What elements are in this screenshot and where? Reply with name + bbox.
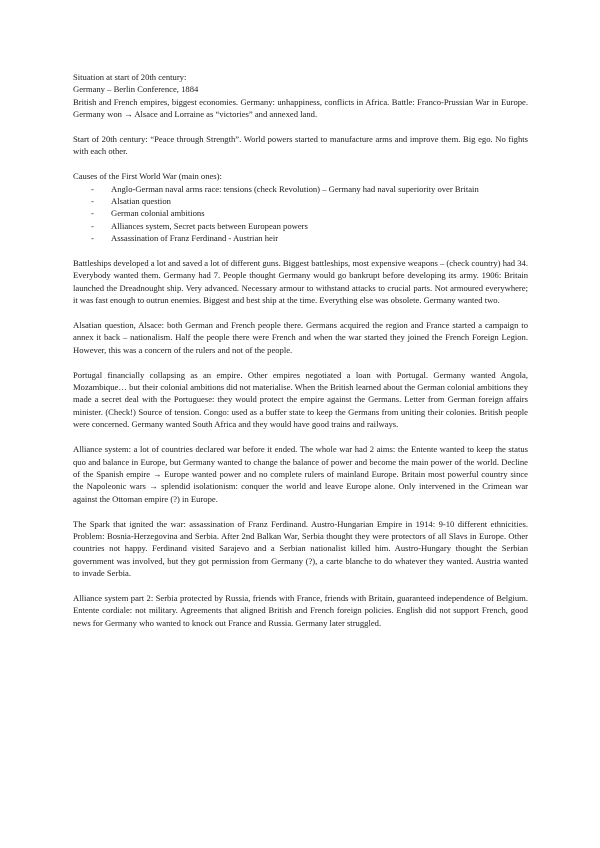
- list-item: - Alliances system, Secret pacts between European powers: [109, 220, 528, 232]
- paragraph-situation: British and French empires, biggest economies. Germany: unhappiness, conflicts in Africa. Battle: Franco-Prussian War in Europe. Germany won → Alsace and Lorraine as “victories” and annexed land.: [73, 96, 528, 120]
- paragraph-alliance-2: Alliance system part 2: Serbia protected by Russia, friends with France, friends with Britain, guaranteed independence of Belgium. Entente cordiale: not military. Agreements that aligned British and French foreign policies. English did not support French, good news for Germany who wanted to knock out France and Russia. Germany later struggled.: [73, 592, 528, 628]
- paragraph-alsatian: Alsatian question, Alsace: both German and French people there. Germans acquired the region and France started a campaign to annex it back – nationalism. Half the people there were French and when the war started they joined the French Foreign Legion. However, this was a concern of the rulers and not of the people.: [73, 320, 528, 355]
- paragraph-battleships: Battleships developed a lot and saved a lot of different guns. Biggest battleships, most expensive weapons – (check country) had 34. Everybody wanted them. Germany had 7. People thought Germany would go bankrupt before developing its army. 1906: Britain launched the Dreadnought ship. Very advanced. Necessary armour to withstand attacks to crucial parts. Not armoured everywhere; it was fast enough to outrun enemies. Biggest and best ship at the time. Everything else was obsolete. Germany wanted two.: [73, 258, 528, 306]
- paragraph-alliance: Alliance system: a lot of countries declared war before it ended. The whole war had 2 aims: the Entente wanted to keep the status quo and balance in Europe, but Germany wanted to change the balance of power and become the main power of the world. Decline of the Spanish empire → Europe wanted power and no complete rulers of mainland Europe. Britain most powerful country since the Napoleonic wars → splendid isolationism: conquer the world and leave Europe alone. Only intervened in the Crimean war against the Ottoman empire (?) in Europe.: [73, 444, 528, 504]
- paragraph-spark: The Spark that ignited the war: assassination of Franz Ferdinand. Austro-Hungarian Empire in 1914: 9-10 different ethnicities. Problem: Bosnia-Herzegovina and Serbia. After 2nd Balkan War, Serbia thought they were protectors of all Slavs in Europe. Other countries not happy. Ferdinand visited Sarajevo and a Serbian nationalist killed him. Austro-Hungary thought the Serbian government was involved, but they got permission from Germany (?), a carte blanche to do whatever they wanted. Austria wanted to invade Serbia.: [73, 518, 528, 579]
- paragraph-start-century: Start of 20th century: “Peace through Strength”. World powers started to manufacture arms and improve them. Big ego. No fights with each other.: [73, 134, 528, 157]
- paragraph-portugal: Portugal financially collapsing as an empire. Other empires negotiated a loan with Portugal. Germany wanted Angola, Mozambique… but their colonial ambitions did not materialise. When the British learned about the German colonial ambitions they made a secret deal with the Portuguese: they would protect the empire against the Germans. Letter from German foreign affairs minister. (Check!) Source of tension. Congo: used as a buffer state to keep the Germans from uniting their colonies. British people were concerned. Germany wanted South Africa and they would have good trains and railways.: [73, 369, 528, 430]
- list-item: - Anglo-German naval arms race: tensions (check Revolution) – Germany had naval superiority over Britain: [109, 183, 528, 195]
- list-item: - German colonial ambitions: [109, 207, 528, 219]
- document-page: [73, 71, 528, 642]
- list-item: - Assassination of Franz Ferdinand - Austrian heir: [109, 232, 528, 244]
- list-item: - Alsatian question: [109, 195, 528, 207]
- causes-heading: Causes of the First World War (main ones):: [73, 171, 222, 182]
- subheading: Germany – Berlin Conference, 1884: [73, 84, 199, 95]
- heading: Situation at start of 20th century:: [73, 72, 187, 82]
- causes-list: [73, 183, 528, 245]
